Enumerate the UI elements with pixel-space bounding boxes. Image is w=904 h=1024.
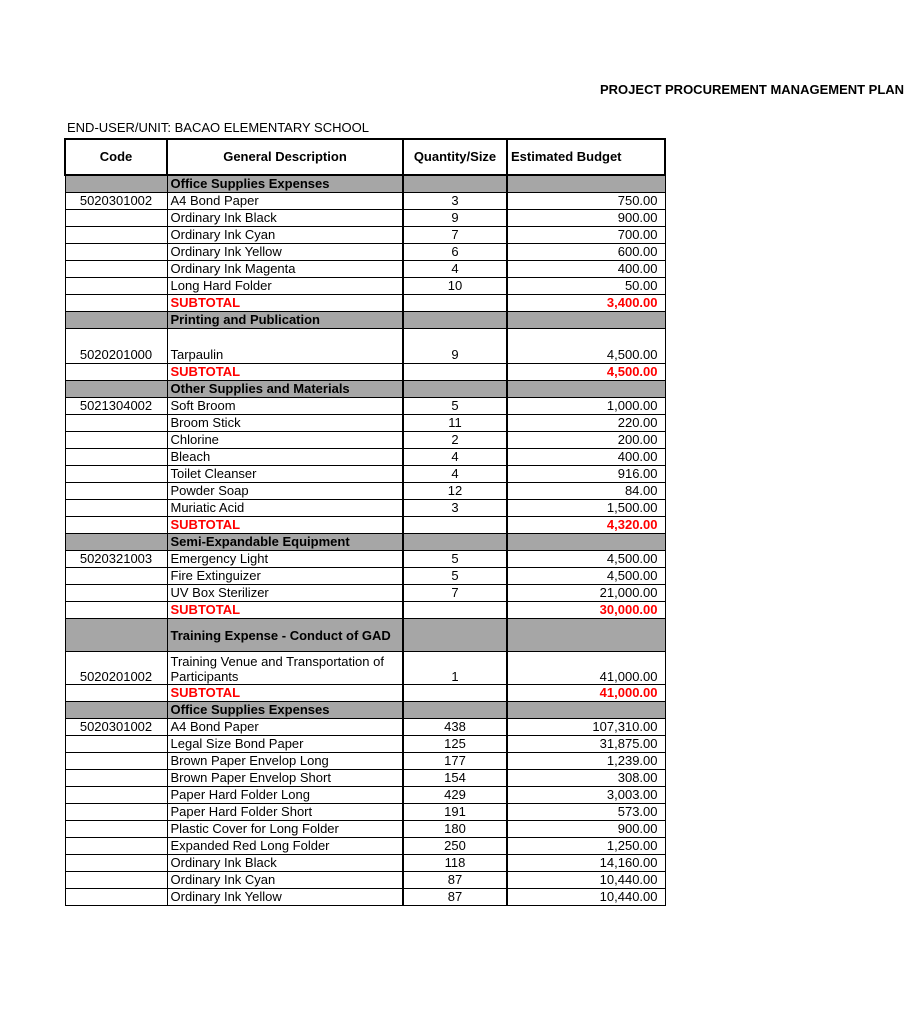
code-cell: 5021304002 xyxy=(65,398,167,415)
table-row xyxy=(65,210,665,227)
description-cell: Printing and Publication xyxy=(167,312,403,329)
code-cell xyxy=(65,381,167,398)
quantity-cell: 87 xyxy=(403,872,507,889)
quantity-cell: 4 xyxy=(403,261,507,278)
budget-cell: 220.00 xyxy=(507,415,665,432)
description-cell: Other Supplies and Materials xyxy=(167,381,403,398)
description-cell: SUBTOTAL xyxy=(167,685,403,702)
quantity-cell: 3 xyxy=(403,193,507,210)
table-row xyxy=(65,652,665,685)
budget-cell: 14,160.00 xyxy=(507,855,665,872)
budget-cell: 3,400.00 xyxy=(507,295,665,312)
description-cell: A4 Bond Paper xyxy=(167,193,403,210)
code-cell xyxy=(65,821,167,838)
quantity-cell: 3 xyxy=(403,500,507,517)
table-row xyxy=(65,500,665,517)
description-cell: Ordinary Ink Yellow xyxy=(167,244,403,261)
description-cell: Semi-Expandable Equipment xyxy=(167,534,403,551)
code-cell: 5020321003 xyxy=(65,551,167,568)
budget-cell: 308.00 xyxy=(507,770,665,787)
description-cell: Paper Hard Folder Short xyxy=(167,804,403,821)
table-row xyxy=(65,585,665,602)
code-cell xyxy=(65,210,167,227)
code-cell xyxy=(65,261,167,278)
quantity-cell: 438 xyxy=(403,719,507,736)
code-cell xyxy=(65,804,167,821)
quantity-cell xyxy=(403,685,507,702)
table-row xyxy=(65,193,665,210)
description-cell: Powder Soap xyxy=(167,483,403,500)
quantity-cell xyxy=(403,534,507,551)
budget-cell: 4,500.00 xyxy=(507,551,665,568)
quantity-cell: 5 xyxy=(403,551,507,568)
quantity-cell: 11 xyxy=(403,415,507,432)
quantity-cell: 1 xyxy=(403,652,507,685)
quantity-cell: 177 xyxy=(403,753,507,770)
section-header-row xyxy=(65,381,665,398)
subtotal-row xyxy=(65,295,665,312)
table-row xyxy=(65,719,665,736)
quantity-cell: 5 xyxy=(403,398,507,415)
budget-cell: 1,239.00 xyxy=(507,753,665,770)
table-row xyxy=(65,821,665,838)
table-row xyxy=(65,787,665,804)
description-cell: Emergency Light xyxy=(167,551,403,568)
description-cell: A4 Bond Paper xyxy=(167,719,403,736)
document-title: PROJECT PROCUREMENT MANAGEMENT PLAN xyxy=(600,82,904,97)
table-row xyxy=(65,568,665,585)
description-cell: Office Supplies Expenses xyxy=(167,175,403,193)
budget-cell: 41,000.00 xyxy=(507,652,665,685)
quantity-cell: 125 xyxy=(403,736,507,753)
table-header-row xyxy=(65,139,665,175)
budget-cell xyxy=(507,534,665,551)
quantity-cell: 2 xyxy=(403,432,507,449)
description-cell: SUBTOTAL xyxy=(167,295,403,312)
end-user-unit: END-USER/UNIT: BACAO ELEMENTARY SCHOOL xyxy=(67,120,369,135)
code-cell xyxy=(65,295,167,312)
description-cell: Toilet Cleanser xyxy=(167,466,403,483)
quantity-cell xyxy=(403,381,507,398)
code-cell xyxy=(65,432,167,449)
budget-cell: 50.00 xyxy=(507,278,665,295)
quantity-cell xyxy=(403,702,507,719)
code-cell xyxy=(65,466,167,483)
budget-cell: 30,000.00 xyxy=(507,602,665,619)
subtotal-row xyxy=(65,364,665,381)
budget-cell: 1,500.00 xyxy=(507,500,665,517)
description-cell: Ordinary Ink Magenta xyxy=(167,261,403,278)
table-row xyxy=(65,278,665,295)
budget-cell: 31,875.00 xyxy=(507,736,665,753)
description-cell: Ordinary Ink Cyan xyxy=(167,872,403,889)
quantity-cell xyxy=(403,364,507,381)
budget-cell: 4,500.00 xyxy=(507,329,665,364)
code-cell xyxy=(65,517,167,534)
section-header-row xyxy=(65,702,665,719)
budget-cell: 1,000.00 xyxy=(507,398,665,415)
table-body xyxy=(65,175,665,906)
code-cell xyxy=(65,753,167,770)
quantity-cell: 5 xyxy=(403,568,507,585)
code-cell xyxy=(65,702,167,719)
code-cell xyxy=(65,872,167,889)
description-cell: Brown Paper Envelop Short xyxy=(167,770,403,787)
code-cell xyxy=(65,838,167,855)
code-cell xyxy=(65,244,167,261)
table-row xyxy=(65,244,665,261)
quantity-cell: 7 xyxy=(403,585,507,602)
budget-cell: 4,500.00 xyxy=(507,568,665,585)
table-row xyxy=(65,770,665,787)
table-row xyxy=(65,551,665,568)
budget-cell: 916.00 xyxy=(507,466,665,483)
quantity-cell: 9 xyxy=(403,210,507,227)
budget-cell: 21,000.00 xyxy=(507,585,665,602)
code-cell xyxy=(65,312,167,329)
description-cell: Tarpaulin xyxy=(167,329,403,364)
budget-cell xyxy=(507,619,665,652)
table-row xyxy=(65,227,665,244)
code-cell xyxy=(65,889,167,906)
budget-cell: 4,500.00 xyxy=(507,364,665,381)
subtotal-row xyxy=(65,517,665,534)
description-cell: Plastic Cover for Long Folder xyxy=(167,821,403,838)
code-cell xyxy=(65,685,167,702)
table-row xyxy=(65,483,665,500)
description-cell: Ordinary Ink Cyan xyxy=(167,227,403,244)
quantity-cell xyxy=(403,619,507,652)
procurement-table-wrapper xyxy=(64,138,658,906)
quantity-cell: 191 xyxy=(403,804,507,821)
code-cell xyxy=(65,227,167,244)
table-row xyxy=(65,838,665,855)
budget-cell: 107,310.00 xyxy=(507,719,665,736)
budget-cell: 41,000.00 xyxy=(507,685,665,702)
budget-cell: 3,003.00 xyxy=(507,787,665,804)
code-cell xyxy=(65,787,167,804)
code-cell xyxy=(65,585,167,602)
code-cell: 5020201002 xyxy=(65,652,167,685)
code-cell xyxy=(65,415,167,432)
section-header-row xyxy=(65,619,665,652)
description-cell: Long Hard Folder xyxy=(167,278,403,295)
table-row xyxy=(65,398,665,415)
budget-cell: 400.00 xyxy=(507,449,665,466)
table-row xyxy=(65,415,665,432)
quantity-cell: 9 xyxy=(403,329,507,364)
quantity-cell xyxy=(403,602,507,619)
code-cell: 5020201000 xyxy=(65,329,167,364)
code-cell xyxy=(65,770,167,787)
table-row xyxy=(65,753,665,770)
quantity-cell: 118 xyxy=(403,855,507,872)
quantity-cell: 6 xyxy=(403,244,507,261)
description-cell: UV Box Sterilizer xyxy=(167,585,403,602)
code-cell xyxy=(65,736,167,753)
budget-cell xyxy=(507,381,665,398)
description-cell: SUBTOTAL xyxy=(167,517,403,534)
table-row xyxy=(65,261,665,278)
quantity-cell: 4 xyxy=(403,449,507,466)
table-row xyxy=(65,855,665,872)
header-description: General Description xyxy=(167,139,403,175)
quantity-cell xyxy=(403,175,507,193)
code-cell xyxy=(65,449,167,466)
section-header-row xyxy=(65,534,665,551)
subtotal-row xyxy=(65,685,665,702)
section-header-row xyxy=(65,312,665,329)
procurement-table xyxy=(64,138,666,906)
section-header-row xyxy=(65,175,665,193)
budget-cell: 573.00 xyxy=(507,804,665,821)
code-cell xyxy=(65,602,167,619)
budget-cell: 900.00 xyxy=(507,210,665,227)
code-cell xyxy=(65,568,167,585)
description-cell: Ordinary Ink Black xyxy=(167,210,403,227)
description-cell: Ordinary Ink Black xyxy=(167,855,403,872)
code-cell xyxy=(65,364,167,381)
description-cell: Chlorine xyxy=(167,432,403,449)
budget-cell xyxy=(507,312,665,329)
budget-cell: 4,320.00 xyxy=(507,517,665,534)
header-budget: Estimated Budget xyxy=(507,139,665,175)
table-row xyxy=(65,329,665,364)
header-quantity: Quantity/Size xyxy=(403,139,507,175)
table-row xyxy=(65,889,665,906)
code-cell xyxy=(65,483,167,500)
quantity-cell: 12 xyxy=(403,483,507,500)
description-cell: Bleach xyxy=(167,449,403,466)
quantity-cell: 10 xyxy=(403,278,507,295)
quantity-cell: 180 xyxy=(403,821,507,838)
quantity-cell xyxy=(403,312,507,329)
description-cell: Office Supplies Expenses xyxy=(167,702,403,719)
description-cell: Brown Paper Envelop Long xyxy=(167,753,403,770)
quantity-cell: 4 xyxy=(403,466,507,483)
code-cell xyxy=(65,278,167,295)
code-cell xyxy=(65,500,167,517)
header-code: Code xyxy=(65,139,167,175)
description-cell: SUBTOTAL xyxy=(167,364,403,381)
table-row xyxy=(65,449,665,466)
description-cell: Training Venue and Transportation of Participants xyxy=(167,652,403,685)
code-cell xyxy=(65,619,167,652)
description-cell: Expanded Red Long Folder xyxy=(167,838,403,855)
quantity-cell xyxy=(403,295,507,312)
description-cell: Ordinary Ink Yellow xyxy=(167,889,403,906)
quantity-cell: 7 xyxy=(403,227,507,244)
description-cell: Training Expense - Conduct of GAD xyxy=(167,619,403,652)
budget-cell xyxy=(507,175,665,193)
code-cell xyxy=(65,534,167,551)
description-cell: Fire Extinguizer xyxy=(167,568,403,585)
budget-cell: 900.00 xyxy=(507,821,665,838)
description-cell: Paper Hard Folder Long xyxy=(167,787,403,804)
quantity-cell: 429 xyxy=(403,787,507,804)
budget-cell: 84.00 xyxy=(507,483,665,500)
table-row xyxy=(65,872,665,889)
code-cell xyxy=(65,175,167,193)
budget-cell: 200.00 xyxy=(507,432,665,449)
budget-cell xyxy=(507,702,665,719)
table-row xyxy=(65,432,665,449)
description-cell: Muriatic Acid xyxy=(167,500,403,517)
budget-cell: 10,440.00 xyxy=(507,872,665,889)
description-cell: Broom Stick xyxy=(167,415,403,432)
table-row xyxy=(65,466,665,483)
description-cell: Soft Broom xyxy=(167,398,403,415)
quantity-cell xyxy=(403,517,507,534)
subtotal-row xyxy=(65,602,665,619)
budget-cell: 400.00 xyxy=(507,261,665,278)
description-cell: SUBTOTAL xyxy=(167,602,403,619)
budget-cell: 750.00 xyxy=(507,193,665,210)
quantity-cell: 250 xyxy=(403,838,507,855)
code-cell: 5020301002 xyxy=(65,193,167,210)
code-cell: 5020301002 xyxy=(65,719,167,736)
budget-cell: 10,440.00 xyxy=(507,889,665,906)
budget-cell: 700.00 xyxy=(507,227,665,244)
code-cell xyxy=(65,855,167,872)
description-cell: Legal Size Bond Paper xyxy=(167,736,403,753)
budget-cell: 600.00 xyxy=(507,244,665,261)
table-row xyxy=(65,736,665,753)
table-row xyxy=(65,804,665,821)
quantity-cell: 154 xyxy=(403,770,507,787)
quantity-cell: 87 xyxy=(403,889,507,906)
budget-cell: 1,250.00 xyxy=(507,838,665,855)
